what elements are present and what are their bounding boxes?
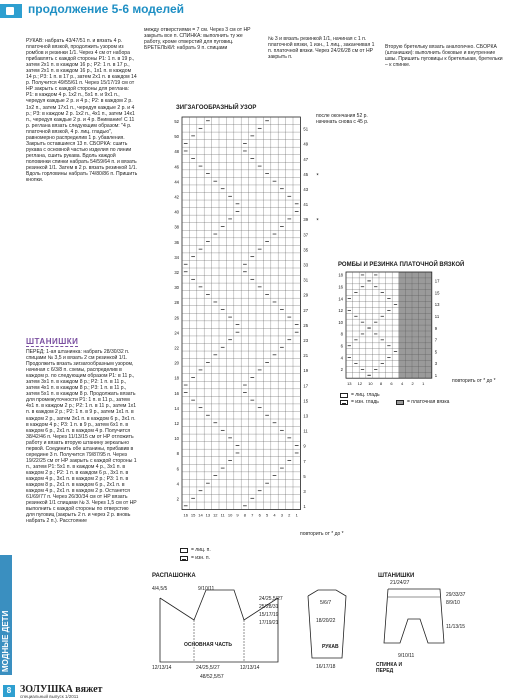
zigzag-row-label-right: 31 <box>303 277 309 283</box>
zigzag-row-label-left: 38 <box>174 224 179 230</box>
zigzag-note-top <box>316 113 376 125</box>
zigzag-row-label-left: 50 <box>174 134 179 140</box>
zigzag-row-label-right: 7 <box>303 458 306 464</box>
zigzag-row-label-right: 41 <box>303 202 309 208</box>
rs-bottom-mid: 24/25,5/27 <box>196 665 220 671</box>
rhombus-row-label-right: 9 <box>434 325 438 331</box>
rhombus-row-label-right: 1 <box>434 373 438 379</box>
zigzag-row-label-left: 12 <box>174 421 179 427</box>
zigzag-row-label-left: 34 <box>174 254 179 260</box>
zigzag-row-label-left: 32 <box>174 270 179 276</box>
rs-height-1: 25/28/31 <box>259 604 279 610</box>
zigzag-col-label: 3 <box>280 512 284 518</box>
rs-sleeve-top: 5/6/7 <box>320 600 332 606</box>
zigzag-col-label: 14 <box>198 512 203 518</box>
sh-label-back: СПИНКА И ПЕРЕД <box>376 662 403 674</box>
rhombus-row-label-right: 5 <box>434 349 438 355</box>
zigzag-row-label-left: 48 <box>174 149 179 155</box>
header-square-icon <box>6 7 14 15</box>
zigzag-col-label: 4 <box>273 512 276 518</box>
rhombus-row-label-right: 11 <box>434 314 440 320</box>
sh-top: 21/24/27 <box>390 580 410 586</box>
zigzag-col-label: 2 <box>288 512 291 518</box>
legend-face-label: = лиц. п. <box>191 547 211 553</box>
zigzag-row-label-left: 20 <box>174 360 179 366</box>
rs-neck: 9/10/11 <box>198 586 215 592</box>
rhombus-row-label-left: 4 <box>340 355 343 361</box>
zigzag-col-label: 15 <box>190 512 196 518</box>
rhombus-col-label: 6 <box>390 381 393 387</box>
instructions-column-1: РУКАВ: набрать 43/47/51 п. и вязать 4 р. платочной вязкой, продолжить узором из ромбов и резинки 1/1. Через 4 см от набора прибавлять с каждой стороны Р1: 1 п. в 19 р., затем 2х1 п. в каждом 16 р.; Р2: 1 п. в 17 р., затем 2х1 п. в каждом 16 р., 1х1 п. в каждом 14 р.; Р3: 1 п. в 17 р., затем 2х1 п. в каждом 14 р. Получится 49/55/61 п. Через 15/17/19 см от НР закрыть с каждой стороны для реглана: Р1: в каждом 4 р. 1х2 п., 5х1 п. и 9х1 п., чередуя каждые 2 р. и 4 р.; Р2: в каждом 2 р. 1х2 п., затем 17х1 п., чередуя каждые 2 р. и 4 р.; Р3: в каждом 2 р. 1х2 п., 4х1 п., затем 14х1 п., чередуя каждые 2 р. и 4 р. Внимание! С 11 р. реглана вязать следующим образом: "4 р. платочной вязкой, 4 р. лиц. гладью", равномерно распределив 1 р. убавления. Закрыть оставшиеся 13 п. СБОРКА: сшить рукава с основной частью изделия по линии реглана, сшить рукава. Вдоль каждой половинки спинки набрать 54/59/64 п. и вязать резинкой 1/1. Затем в 2 р. вязать резинкой 1/1. Вдоль горловины набрать 74/80/86 п. Пришить кнопки. <box>26 38 138 184</box>
zigzag-chart-title: ЗИГЗАГООБРАЗНЫЙ УЗОР <box>176 105 257 111</box>
rhombus-row-label-left: 10 <box>338 319 343 325</box>
zigzag-col-label: 7 <box>251 512 254 518</box>
zigzag-row-label-right: 17 <box>303 383 309 389</box>
header-title: продолжение 5-6 моделей <box>28 2 185 16</box>
zigzag-row-label-right: 23 <box>303 337 309 343</box>
rs-shoulder-left: 4/4,5/5 <box>152 586 168 592</box>
legend2-face-label: = лиц. гладь <box>351 392 380 398</box>
rhombus-row-label-right: 17 <box>434 278 440 284</box>
zigzag-row-label-left: 40 <box>174 209 179 215</box>
zigzag-row-label-left: 4 <box>176 481 179 487</box>
rhombus-row-label-left: 2 <box>340 367 343 373</box>
zigzag-star-top: * <box>316 173 319 180</box>
rs-height-2: 15/17/19 <box>259 612 279 618</box>
legend2-garter-symbol <box>396 400 404 405</box>
rhombus-row-label-left: 6 <box>340 343 343 349</box>
side-brand-text: МОДНЫЕ ДЕТИ <box>1 610 10 672</box>
rhombus-row-label-right: 15 <box>434 290 440 296</box>
zigzag-row-label-left: 52 <box>174 119 179 125</box>
zigzag-col-label: 1 <box>295 512 298 518</box>
zigzag-col-label: 8 <box>243 512 247 518</box>
zigzag-row-label-left: 22 <box>174 345 179 351</box>
legend2-face-symbol <box>340 393 348 398</box>
zigzag-row-label-left: 28 <box>174 300 179 306</box>
zigzag-row-label-right: 47 <box>303 156 309 162</box>
rs-sleeve-mid: 18/20/22 <box>316 618 336 624</box>
rs-right-top: 24/25,5/27 <box>259 596 283 602</box>
rs-sleeve-bottom: 16/17/18 <box>316 664 336 670</box>
zigzag-row-label-right: 27 <box>303 307 309 313</box>
rhombus-row-label-right: 13 <box>434 302 440 308</box>
zigzag-row-label-right: 35 <box>303 247 309 253</box>
rhombus-chart-title: РОМБЫ И РЕЗИНКА ПЛАТОЧНОЙ ВЯЗКОЙ <box>338 262 465 268</box>
zigzag-row-label-left: 30 <box>174 285 179 291</box>
zigzag-row-label-right: 43 <box>303 186 309 192</box>
rhombus-row-label-left: 16 <box>338 284 343 290</box>
zigzag-chart <box>160 113 320 543</box>
zigzag-row-label-right: 33 <box>303 262 309 268</box>
legend2-purl-label: = изн. гладь <box>351 399 379 405</box>
zigzag-row-label-right: 15 <box>303 398 309 404</box>
zigzag-row-label-left: 6 <box>176 466 179 472</box>
raspashonka-title: РАСПАШОНКА <box>152 573 196 579</box>
rhombus-col-label: 12 <box>357 381 363 387</box>
rhombus-row-label-left: 12 <box>338 308 343 314</box>
magazine-name: ЗОЛУШКА вяжет <box>20 684 103 695</box>
zigzag-row-label-right: 39 <box>303 217 309 223</box>
rhombus-row-label-right: 7 <box>434 337 438 343</box>
zigzag-row-label-left: 24 <box>174 330 179 336</box>
zigzag-col-label: 16 <box>183 512 188 518</box>
rs-total-width: 48/52,5/57 <box>200 674 224 680</box>
rhombus-row-label-right: 3 <box>434 361 438 367</box>
rhombus-row-label-left: 14 <box>338 296 343 302</box>
sh-right-1: 29/33/37 <box>446 592 466 598</box>
rhombus-col-label: 10 <box>368 381 373 387</box>
rhombus-col-label: 4 <box>400 381 404 387</box>
zigzag-row-label-right: 13 <box>303 413 309 419</box>
instructions-column-2: между отверстиями = 7 см. Через 3 см от НР закрыть все п. СПИНКА: выполнить ту же работу, кроме отверстий для пуговиц. БРЕТЕЛЬКИ: набрать 9 п. спицами <box>144 27 251 52</box>
legend-purl-symbol <box>180 556 188 561</box>
zigzag-row-label-right: 29 <box>303 292 309 298</box>
zigzag-row-label-left: 2 <box>176 496 179 502</box>
zigzag-row-label-right: 3 <box>303 488 306 494</box>
page-footer <box>0 683 511 700</box>
rhombus-col-label: 8 <box>379 381 383 387</box>
instructions-column-1b: ПЕРЕД: 1-ая штанинка: набрать 28/30/32 п. спицами № 3,5 и вязать 2 см резинкой 1/1. Продолжить вязать зигзагообразным узором, начиная с 6/3/8 п. схемы, распределив в каждом р. по следующим образом Р1: в 11 р., затем 3х1 п. в каждом 8 р.; Р2: 1 п. в 11 р., затем 4х1 п. в каждом 8 р.; Р3: 1 п. в 11 р., затем 5х1 п. в каждом 8 р. Продолжать вязать для промежуточности Р1: 1 п. в 11 р., затем 4х1 п. в каждом 2 р.; Р2: 1 п. в 11 р., затем 1х1 п. в каждом 2 р.; Р2: 1 п. в 9 р., затем 1х1 п. в каждом 2 р., затем 3х1 п. в каждом 6 р., 3х1 п. в каждом 4 р.; Р3: 1 п. в 9 р., затем 6х1 п. в каждом 6 р., 2х1 п. в каждом 4 р. Получится 38/42/46 п. Через 11/13/15 см от НР отложить работу и вязать вторую штанину зеркально первой. Соединить обе штанины, прибавив в середине 3 п. Получится 79/87/95 п. Через 19/22/25 см от НР закрыть с каждой стороны 1 п., затем Р1: 5х1 п. в каждом 4 р., 3х1 п. в каждом 2 р.; Р2: 1 п. в каждом 6 р., 3х1 п. в каждом 4 р., 3х1 п. в каждом 2 р.; Р3: 1 п. в каждом 8 р., 2х1 п. в каждом 6 р., 2х1 п. в каждом 4 р., 2х1 п. в каждом 2 р. Останется 61/69/77 п. Через 26/30/34 см от НР вязать резинкой 1/1 спицами № 3. Через 1,5 см от НР выполнить с каждой стороны по отверстию для пуговиц (закрыть 2 п. и через 2 р. вновь набрать 2 п.). Расстояние <box>26 349 137 525</box>
zigzag-row-label-left: 46 <box>174 164 179 170</box>
section-title-shtanishki: ШТАНИШКИ <box>26 337 79 346</box>
zigzag-row-label-left: 44 <box>174 179 179 185</box>
rhombus-col-label: 2 <box>411 381 414 387</box>
zigzag-row-label-left: 14 <box>174 405 179 411</box>
legend-purl-label: = изн. п. <box>191 555 211 561</box>
zigzag-col-label: 6 <box>258 512 261 518</box>
zigzag-note-bottom: повторить от * до * <box>300 531 344 537</box>
zigzag-row-label-right: 37 <box>303 232 309 238</box>
rhombus-chart <box>330 268 460 398</box>
zigzag-col-label: 13 <box>205 512 211 518</box>
legend2-purl-symbol <box>340 400 348 405</box>
page-number: 8 <box>3 685 15 697</box>
magazine-tagline: специальный выпуск 1/2011 <box>20 694 79 699</box>
zigzag-row-label-left: 42 <box>174 194 179 200</box>
instructions-column-4: Вторую бретельку вязать аналогично. СБОРКА (штанишки): выполнить боковые и внутренние швы. Пришить пуговицы к бретелькам, бретельки – к спинке. <box>385 44 503 69</box>
sh-right-3: 11/13/15 <box>446 624 466 630</box>
zigzag-col-label: 12 <box>213 512 218 518</box>
zigzag-row-label-left: 16 <box>174 390 179 396</box>
zigzag-row-label-right: 45 <box>303 171 309 177</box>
sh-bottom: 9/10/11 <box>398 653 415 659</box>
zigzag-row-label-right: 19 <box>303 368 309 374</box>
rs-bottom-left: 12/13/14 <box>152 665 172 671</box>
zigzag-row-label-right: 25 <box>303 322 309 328</box>
rhombus-row-label-left: 18 <box>338 272 343 278</box>
rhombus-col-label: 13 <box>347 381 352 387</box>
zigzag-col-label: 5 <box>265 512 269 518</box>
zigzag-col-label: 9 <box>236 512 239 518</box>
rs-bottom-right: 12/13/14 <box>240 665 260 671</box>
zigzag-col-label: 10 <box>227 512 233 518</box>
zigzag-star-bottom: * <box>316 218 319 225</box>
zigzag-row-label-left: 8 <box>176 451 179 457</box>
rhombus-note-bottom: повторить от * до * <box>452 378 496 384</box>
legend2-garter-label: = платочная вязка <box>407 399 450 405</box>
page-header <box>0 0 511 26</box>
zigzag-row-label-right: 21 <box>303 353 309 359</box>
rs-waist: 17/19/21 <box>259 620 279 626</box>
rs-sleeve-label: РУКАВ <box>322 644 339 650</box>
zigzag-row-label-right: 5 <box>303 473 306 479</box>
zigzag-row-label-left: 18 <box>174 375 179 381</box>
zigzag-note-top-text: после окончания 52 р. начинать снова с 45 р. <box>316 113 369 125</box>
shtanishki-title: ШТАНИШКИ <box>378 573 415 579</box>
zigzag-row-label-right: 51 <box>303 126 309 132</box>
zigzag-row-label-left: 10 <box>174 436 179 442</box>
zigzag-row-label-left: 36 <box>174 239 179 245</box>
zigzag-row-label-right: 11 <box>303 428 308 434</box>
rs-body-label: ОСНОВНАЯ ЧАСТЬ <box>184 642 232 648</box>
rhombus-row-label-left: 8 <box>340 331 343 337</box>
zigzag-row-label-right: 1 <box>303 504 306 510</box>
zigzag-row-label-left: 26 <box>174 315 179 321</box>
zigzag-col-label: 11 <box>220 512 225 518</box>
rhombus-col-label: 1 <box>422 381 425 387</box>
zigzag-row-label-right: 9 <box>303 443 306 449</box>
sh-right-2: 8/9/10 <box>446 600 460 606</box>
zigzag-row-label-right: 49 <box>303 141 309 147</box>
instructions-column-3: № 3 и вязать резинкой 1/1, начиная с 1 п. платочной вязки, 1 изн., 1 лиц., заканчивая 1 п. платочной вязки. Через 24/26/28 см от НР закрыть п. <box>268 36 375 61</box>
legend-face-symbol <box>180 548 188 553</box>
